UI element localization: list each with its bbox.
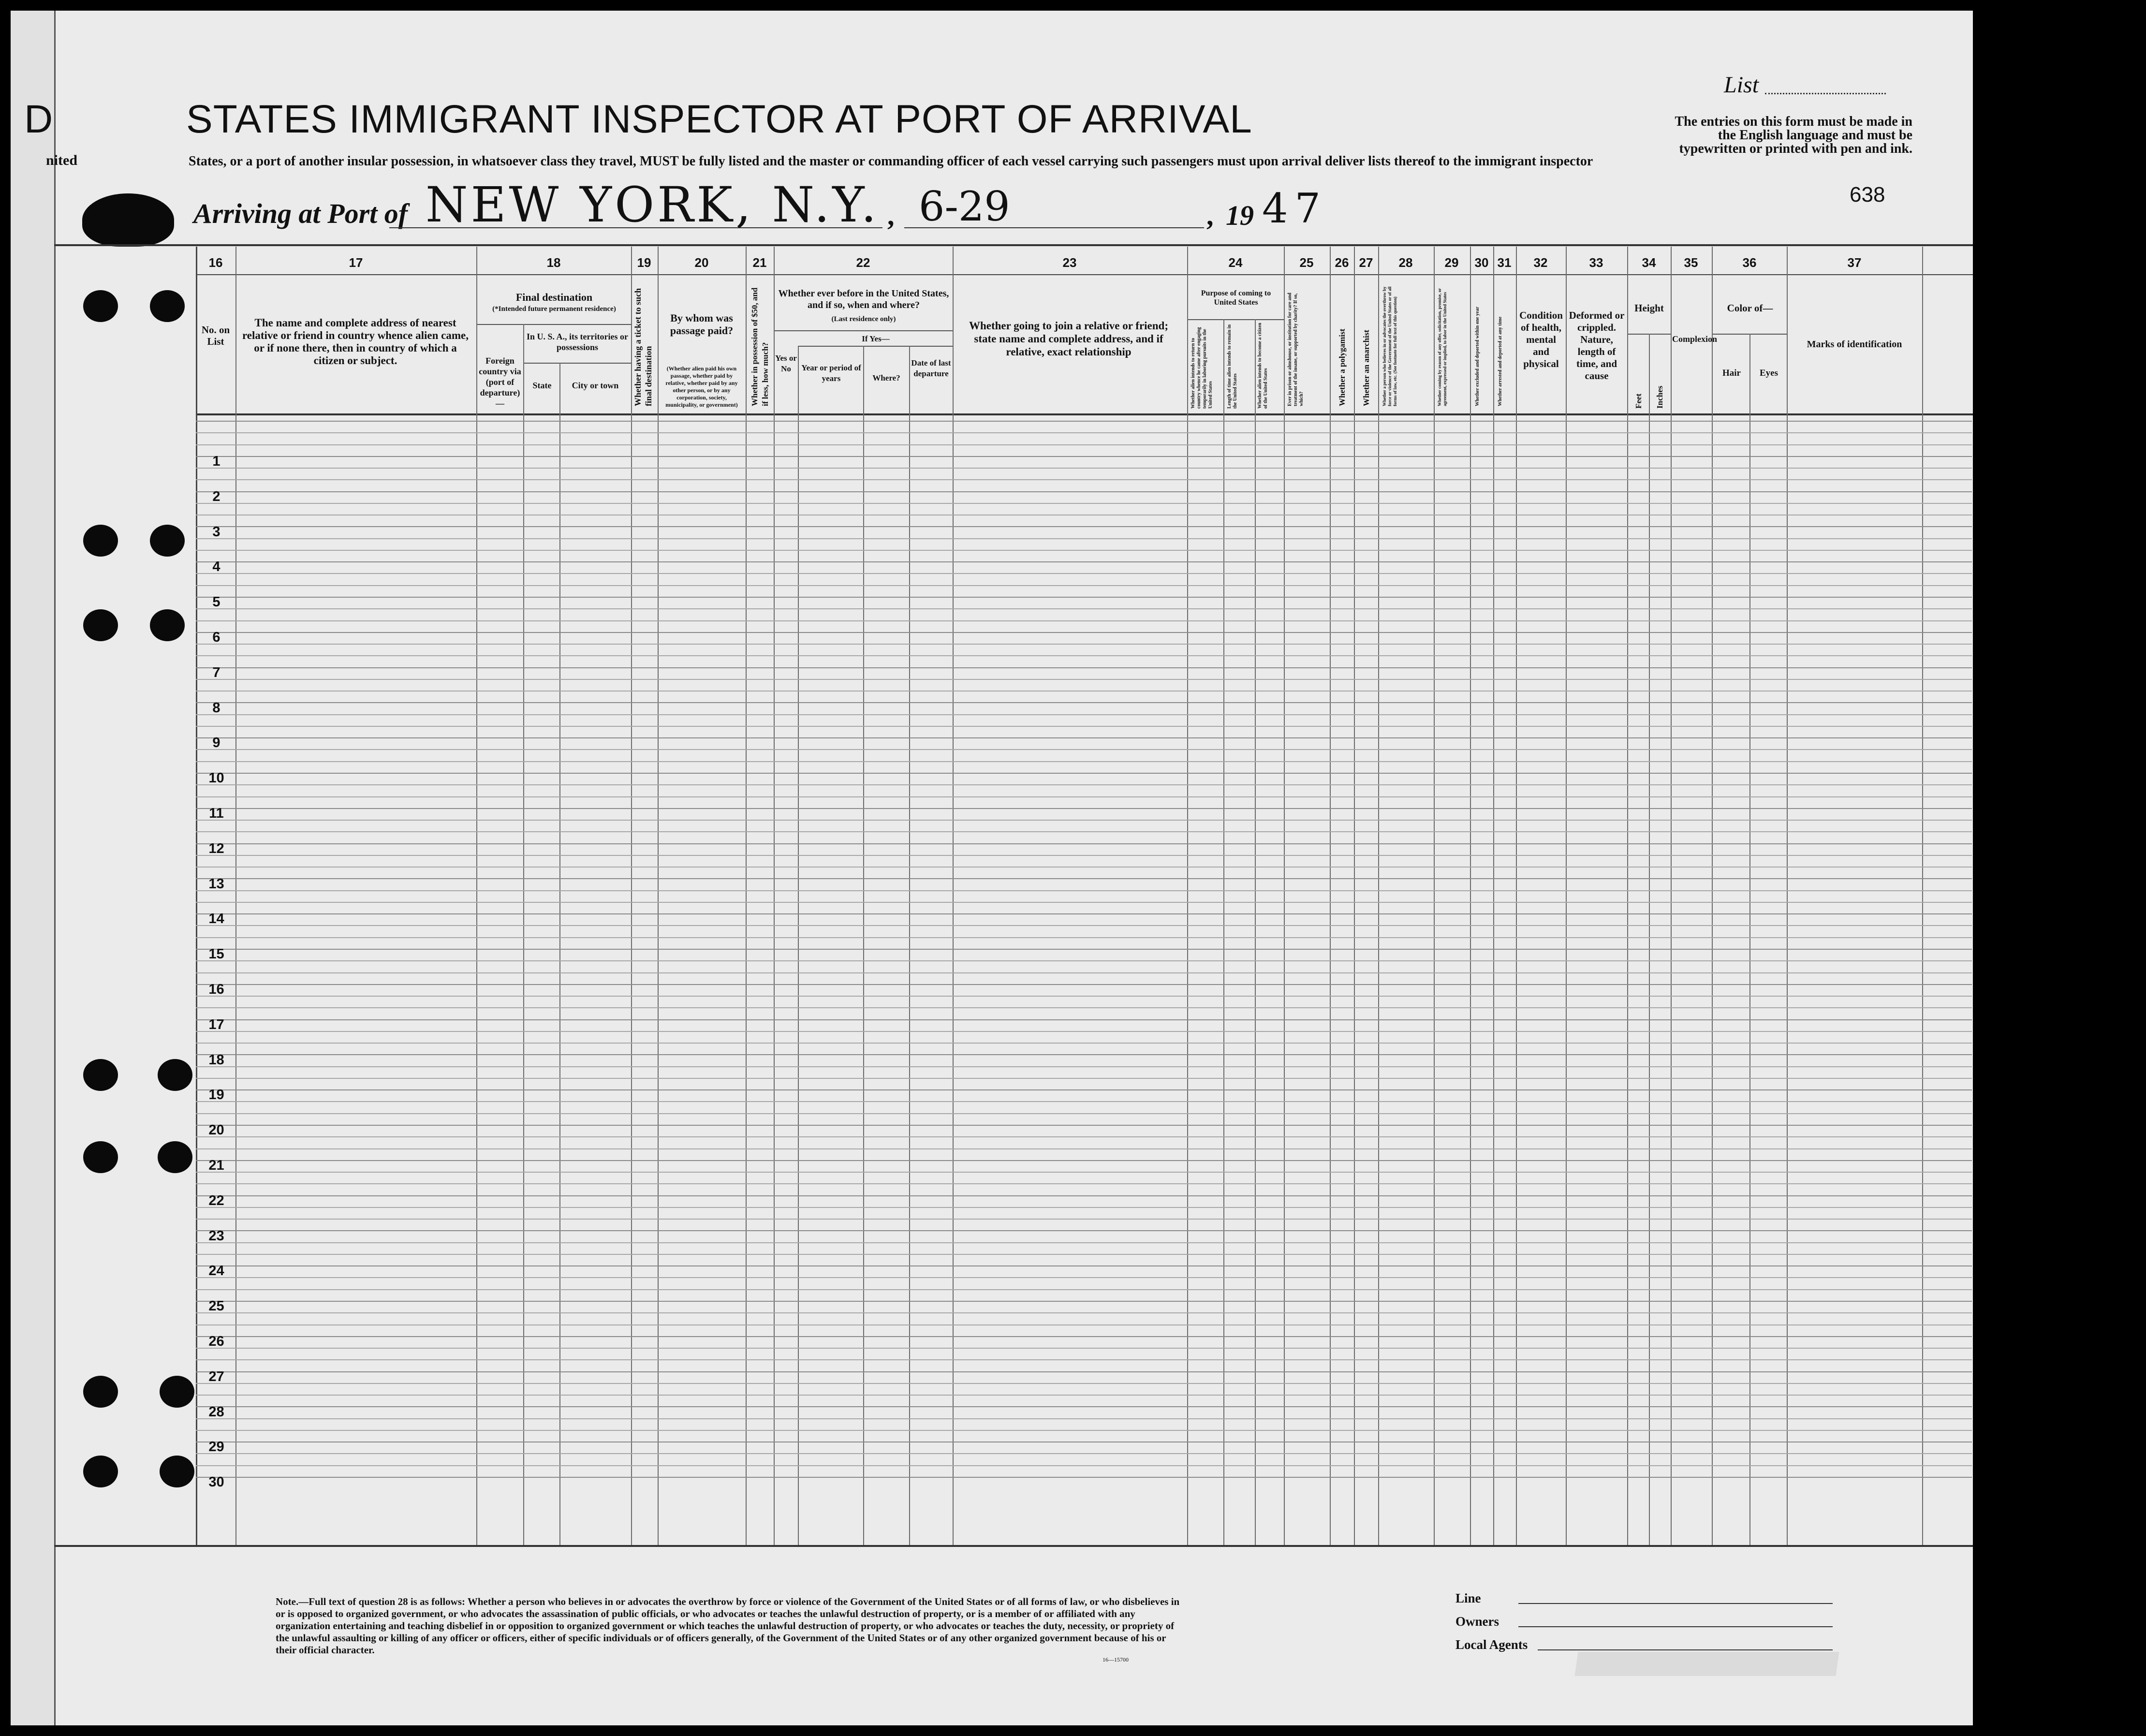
row-rule <box>196 773 1972 774</box>
row-number: 29 <box>208 1439 224 1455</box>
row-rule <box>196 1453 1972 1454</box>
col32-header: Condition of health, mental and physical <box>1519 309 1563 369</box>
entries-note: The entries on this form must be made in the English language and must be typewritten or printed with pen and ink. <box>1675 114 1912 156</box>
line-label: Line <box>1455 1591 1481 1605</box>
col-line <box>235 247 236 1545</box>
col-line <box>1922 247 1923 1545</box>
row-rule <box>196 444 1972 445</box>
list-label: List <box>1724 72 1759 98</box>
form-code: 16—15700 <box>1102 1656 1129 1663</box>
col-line <box>1566 247 1567 1545</box>
row-rule <box>196 1101 1972 1102</box>
col-line <box>196 247 197 1545</box>
row-rule <box>196 655 1972 656</box>
row-rule <box>196 1277 1972 1278</box>
row-rule <box>196 1043 1972 1044</box>
row-rule <box>196 702 1972 703</box>
punch-hole <box>82 193 174 247</box>
row-number: 5 <box>212 594 220 610</box>
col-number: 31 <box>1497 255 1512 270</box>
row-rule <box>196 1089 1972 1090</box>
row-rule <box>196 984 1972 985</box>
row-rule <box>196 949 1972 950</box>
col-line <box>1354 247 1355 1545</box>
row-rule <box>196 585 1972 586</box>
row-rule <box>196 726 1972 727</box>
row-rule <box>196 1359 1972 1360</box>
row-number: 16 <box>208 982 224 997</box>
col21-header: Whether in possession of $50, and if less, how much? <box>750 287 770 406</box>
punch-hole <box>158 1059 192 1091</box>
row-rule <box>196 1195 1972 1196</box>
col-line <box>476 247 477 1545</box>
punch-hole <box>83 1456 118 1487</box>
col-line <box>774 247 775 1545</box>
row-rule <box>196 679 1972 680</box>
row-rule <box>196 1160 1972 1161</box>
row-rule <box>196 867 1972 868</box>
col24-header: Purpose of coming to United States <box>1201 289 1271 307</box>
col-number: 20 <box>694 255 709 270</box>
col20-note: (Whether alien paid his own passage, whether paid by relative, whether paid by any other person, or by any corporation, society, municipality, or government) <box>665 365 738 408</box>
row-number: 26 <box>208 1334 224 1349</box>
row-rule <box>196 491 1972 492</box>
row-rule <box>196 620 1972 621</box>
row-rule <box>196 714 1972 715</box>
col-number: 33 <box>1589 255 1603 270</box>
col-number: 34 <box>1642 255 1656 270</box>
col-line <box>909 346 910 1545</box>
row-rule <box>196 526 1972 527</box>
row-number: 6 <box>212 630 220 645</box>
row-rule <box>196 796 1972 797</box>
punch-hole <box>83 290 118 322</box>
punch-hole <box>150 609 185 641</box>
divider-24 <box>1187 319 1284 320</box>
row-rule <box>196 1136 1972 1137</box>
col17-header: The name and complete address of nearest relative or friend in country whence alien came, or if none there, then in country of which a citizen or subject. <box>242 317 469 367</box>
col18-foreign: Foreign country via (port of departure)— <box>479 356 521 408</box>
col18-city: City or town <box>572 381 619 390</box>
row-number: 11 <box>209 806 224 821</box>
punch-hole <box>83 525 118 557</box>
row-rule <box>196 1054 1972 1055</box>
row-rule <box>196 1336 1972 1337</box>
row-number: 22 <box>208 1192 224 1208</box>
col34-inches: Inches <box>1655 385 1664 409</box>
col22-note: (Last residence only) <box>831 315 896 323</box>
row-rule <box>196 456 1972 457</box>
col-number: 18 <box>546 255 561 270</box>
line-signature-line <box>1518 1603 1833 1604</box>
col-number: 23 <box>1062 255 1077 270</box>
row-rule <box>196 1324 1972 1325</box>
row-rule <box>196 1113 1972 1114</box>
row-rule <box>196 1395 1972 1396</box>
row-rule <box>196 1418 1972 1419</box>
divider-18b <box>523 363 631 364</box>
col31-header: Whether arrested and deported at any time <box>1498 316 1503 406</box>
col23-header: Whether going to join a relative or friend; state name and complete address, and if relative, exact relationship <box>969 320 1169 358</box>
row-rule <box>196 1219 1972 1220</box>
row-rule <box>196 1383 1972 1384</box>
col18-state: State <box>532 381 552 390</box>
row-number: 7 <box>212 664 220 680</box>
row-number: 30 <box>208 1474 224 1490</box>
arriving-port-label: Arriving at Port of <box>193 198 408 229</box>
col-number: 27 <box>1359 255 1373 270</box>
punch-hole <box>160 1456 194 1487</box>
col16-header: No. on List <box>201 324 230 347</box>
col18-usa: In U. S. A., its territories or possessions <box>527 332 628 352</box>
row-number: 18 <box>208 1052 224 1068</box>
row-rule <box>196 996 1972 997</box>
punch-hole <box>83 1141 118 1173</box>
row-number: 14 <box>208 911 224 927</box>
row-rule <box>196 855 1972 856</box>
col-number: 32 <box>1533 255 1548 270</box>
col22-years: Year or period of years <box>801 363 861 383</box>
col35-header: Complexion <box>1672 334 1718 344</box>
col-number: 17 <box>349 255 363 270</box>
row-number: 15 <box>208 946 224 962</box>
row-rule <box>196 831 1972 832</box>
col-number: 16 <box>208 255 223 270</box>
form-subtitle: States, or a port of another insular possession, in whatsoever class they travel, MUST be fully listed and the master or commanding officer of each vessel carrying such passengers must upon arrival deliver lists thereof to the immigrant inspector <box>189 154 1593 169</box>
col-line <box>1787 247 1788 1545</box>
torn-edge <box>1574 1652 1839 1676</box>
col36-header: Color of— <box>1727 302 1773 314</box>
row-number: 4 <box>212 559 220 575</box>
row-rule <box>196 890 1972 891</box>
col-number: 28 <box>1398 255 1413 270</box>
row-rule <box>196 421 1972 422</box>
row-number: 20 <box>208 1122 224 1138</box>
col-line <box>1330 247 1331 1545</box>
row-rule <box>196 1465 1972 1466</box>
col-line <box>523 324 524 1545</box>
table-bottom-rule <box>54 1545 1973 1547</box>
row-rule <box>196 1007 1972 1008</box>
col-line <box>658 247 659 1545</box>
col-line <box>1516 247 1517 1545</box>
col-line <box>1671 247 1672 1545</box>
col19-header: Whether having a ticket to such final destination <box>633 288 653 406</box>
header-bottom-rule <box>196 413 1973 415</box>
col20-header: By whom was passage paid? <box>670 312 734 337</box>
row-rule <box>196 644 1972 645</box>
row-rule <box>196 937 1972 938</box>
row-rule <box>196 1019 1972 1020</box>
row-number: 2 <box>212 488 220 504</box>
manifest-sheet <box>11 11 1973 1725</box>
col-number: 25 <box>1299 255 1314 270</box>
list-number: 638 <box>1850 183 1885 206</box>
row-number: 21 <box>208 1158 224 1173</box>
row-number: 8 <box>212 700 220 716</box>
col-line <box>798 346 799 1545</box>
col37-header: Marks of identification <box>1807 339 1902 350</box>
row-rule <box>196 550 1972 551</box>
col-number: 24 <box>1228 255 1243 270</box>
col-line <box>1712 247 1713 1545</box>
comma-2: , <box>1206 200 1214 231</box>
row-rule <box>196 902 1972 903</box>
row-rule <box>196 1066 1972 1067</box>
punch-hole <box>158 1141 192 1173</box>
col22-where: Where? <box>872 373 900 383</box>
row-rule <box>196 1312 1972 1313</box>
col-number: 36 <box>1742 255 1757 270</box>
row-number: 23 <box>208 1228 224 1244</box>
col-line <box>1284 247 1285 1545</box>
row-rule <box>196 960 1972 961</box>
port-handwritten: NEW YORK, N.Y. <box>426 177 880 233</box>
col-number: 35 <box>1684 255 1698 270</box>
col22-if-yes: If Yes— <box>862 334 890 343</box>
row-rule <box>196 1254 1972 1255</box>
row-rule <box>196 1183 1972 1184</box>
punch-hole <box>83 1059 118 1091</box>
row-number: 27 <box>208 1368 224 1384</box>
row-rule <box>196 925 1972 926</box>
col30-header: Whether excluded and deported within one year <box>1475 307 1480 406</box>
row-rule <box>196 784 1972 785</box>
row-rule <box>196 1348 1972 1349</box>
agents-signature-line <box>1538 1649 1833 1650</box>
col-line <box>1493 247 1494 1545</box>
col34-feet: Feet <box>1634 393 1643 409</box>
row-rule <box>196 1406 1972 1407</box>
column-number-rule <box>196 274 1973 275</box>
row-rule <box>196 749 1972 750</box>
local-agents-label: Local Agents <box>1455 1637 1528 1652</box>
col-line <box>863 346 864 1545</box>
col-line <box>631 247 632 1545</box>
row-number: 24 <box>208 1263 224 1279</box>
col26-header: Whether a polygamist <box>1338 328 1347 406</box>
row-number: 13 <box>208 876 224 892</box>
date-handwritten: 6-29 <box>919 183 1010 230</box>
col-number: 26 <box>1335 255 1349 270</box>
row-rule <box>196 878 1972 879</box>
row-number: 25 <box>208 1298 224 1314</box>
col18-note: (*Intended future permanent residence) <box>492 305 616 313</box>
col27-header: Whether an anarchist <box>1362 329 1371 406</box>
row-rule <box>196 1265 1972 1266</box>
left-fragment-letter: D <box>24 97 53 141</box>
col18-header: Final destination <box>515 291 593 303</box>
row-number: 19 <box>208 1087 224 1103</box>
col34-header: Height <box>1634 302 1664 314</box>
col-line <box>1627 247 1628 1545</box>
comma-1: , <box>887 200 895 231</box>
row-rule <box>196 1242 1972 1243</box>
col-number: 29 <box>1444 255 1459 270</box>
row-rule <box>196 667 1972 668</box>
row-number: 10 <box>208 770 224 786</box>
form-title: STATES IMMIGRANT INSPECTOR AT PORT OF ARRIVAL <box>186 97 1252 141</box>
row-rule <box>196 1477 1972 1478</box>
punch-hole <box>83 609 118 641</box>
row-rule <box>196 1148 1972 1149</box>
row-rule <box>196 1078 1972 1079</box>
row-rule <box>196 632 1972 633</box>
row-number: 3 <box>212 524 220 540</box>
col28-header: Whether a person who believes in or advocates the overthrow by force or violence of the Government of the United States or of all forms of law, etc. (See footnote for full text of this question) <box>1382 286 1397 406</box>
punch-hole <box>83 1376 118 1408</box>
col-number: 22 <box>856 255 870 270</box>
col-line <box>953 247 954 1545</box>
row-rule <box>196 1125 1972 1126</box>
divider-22b <box>798 346 953 347</box>
row-rule <box>196 1172 1972 1173</box>
col24-return: Whether alien intends to return to country whence he came after engaging temporarily in laboring pursuits in the United States <box>1191 327 1213 409</box>
col-line <box>746 247 747 1545</box>
col22-yes-no: Yes or No <box>775 353 797 373</box>
row-rule <box>196 538 1972 539</box>
col-line <box>1434 247 1435 1545</box>
punch-hole <box>160 1376 194 1408</box>
row-rule <box>196 503 1972 504</box>
divider-18 <box>476 324 631 325</box>
col36-hair: Hair <box>1722 368 1741 378</box>
col25-header: Ever in prison or almshouse, or institution for care and treatment of the insane, or supported by charity? If so, which? <box>1287 293 1304 406</box>
row-rule <box>196 1207 1972 1208</box>
punch-hole <box>150 290 185 322</box>
row-rule <box>196 1430 1972 1431</box>
row-rule <box>196 820 1972 821</box>
row-rule <box>196 1301 1972 1302</box>
row-rule <box>196 843 1972 844</box>
table-top-rule <box>54 244 1973 246</box>
col-line <box>1470 247 1471 1545</box>
row-number: 17 <box>208 1016 224 1032</box>
divider-22 <box>774 330 953 331</box>
col-number: 37 <box>1847 255 1862 270</box>
col-line <box>559 363 560 1545</box>
row-rule <box>196 468 1972 469</box>
row-rule <box>196 561 1972 562</box>
row-rule <box>196 1289 1972 1290</box>
footnote-question-28: Note.—Full text of question 28 is as follows: Whether a person who believes in or advocates the overthrow by force or violence of the Government of the United States or of all forms of law, or who disbelieves in or is opposed to organized government, or who advocates the assassination of public officials, or who advocates or teaches the unlawful destruction of property, or is a member of or affiliated with any organization entertaining and teaching disbelief in or opposition to organized government or which teaches the unlawful destruction of property, or who advocates or teaches the duty, necessity, or propriety of the unlawful assaulting or killing of any officer or officers, either of specific individuals or of officers generally, of the Government of the United States or of any other organized government because of his or their official character. <box>276 1596 1180 1656</box>
year-printed: 19 <box>1226 200 1254 231</box>
year-handwritten: 47 <box>1262 185 1327 232</box>
row-rule <box>196 1031 1972 1032</box>
col22-header: Whether ever before in the United States, and if so, when and where? <box>778 288 949 310</box>
row-rule <box>196 913 1972 914</box>
owners-label: Owners <box>1455 1614 1499 1629</box>
row-rule <box>196 737 1972 738</box>
row-rule <box>196 1230 1972 1231</box>
left-fragment-word: nited <box>46 152 78 168</box>
col-number: 19 <box>637 255 651 270</box>
row-rule <box>196 808 1972 809</box>
row-number: 28 <box>208 1404 224 1420</box>
owners-signature-line <box>1518 1626 1833 1627</box>
col-line <box>1378 247 1379 1545</box>
row-number: 1 <box>212 454 220 469</box>
row-rule <box>196 1371 1972 1372</box>
row-rule <box>196 597 1972 598</box>
col-number: 21 <box>752 255 767 270</box>
row-rule <box>196 608 1972 609</box>
col22-date: Date of last departure <box>911 358 951 378</box>
row-rule <box>196 573 1972 574</box>
row-rule <box>196 972 1972 973</box>
col36-eyes: Eyes <box>1760 368 1778 378</box>
previous-page-strip <box>11 11 56 1725</box>
row-rule <box>196 432 1972 433</box>
row-rule <box>196 479 1972 480</box>
col-number: 30 <box>1474 255 1489 270</box>
col24-length: Length of time alien intends to remain in the United States <box>1227 324 1238 409</box>
col33-header: Deformed or crippled. Nature, length of time, and cause <box>1569 309 1625 382</box>
col24-citizen: Whether alien intends to become a citizen of the United States <box>1257 323 1268 409</box>
row-rule <box>196 761 1972 762</box>
list-number-line <box>1765 93 1886 94</box>
col-line <box>1187 247 1188 1545</box>
punch-hole <box>150 525 185 557</box>
row-number: 12 <box>208 840 224 856</box>
col29-header: Whether coming by reason of any offer, solicitation, promise, or agreement, expressed or implied, to labor in the United States <box>1437 288 1447 406</box>
row-number: 9 <box>212 735 220 751</box>
